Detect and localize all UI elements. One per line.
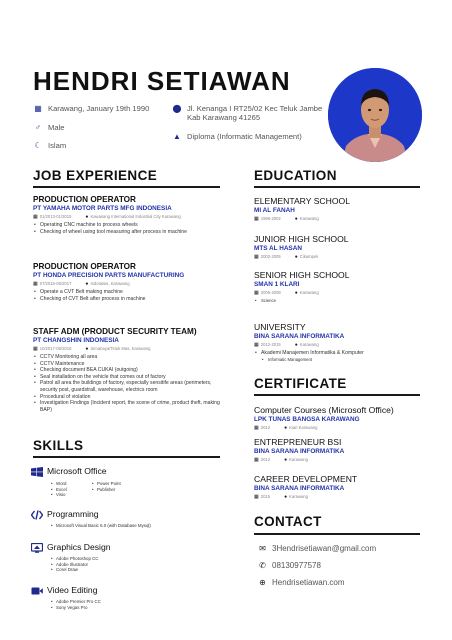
education-level: JUNIOR HIGH SCHOOL — [254, 234, 349, 244]
education-date: 1996-2002 — [260, 216, 281, 221]
calendar-icon: ▦ — [254, 216, 259, 222]
skill-label: Graphics Design — [47, 542, 111, 552]
school-name: MTS AL HASAN — [254, 245, 302, 252]
location-pin-icon: ● — [294, 216, 298, 222]
education-notes — [254, 350, 424, 357]
education-date: 2005-2008 — [260, 290, 281, 295]
certificate-title: ENTREPRENEUR BSI — [254, 437, 342, 447]
location-pin-icon: ● — [85, 214, 89, 220]
job-location: Indotaisei, Karawang — [90, 281, 130, 286]
location-pin-icon: ● — [85, 346, 89, 352]
education-location: Karawang — [299, 216, 319, 221]
video-icon — [31, 586, 43, 596]
location-pin-icon: ● — [284, 425, 288, 431]
education-level: SENIOR HIGH SCHOOL — [254, 270, 350, 280]
certificate-location: Karawang — [289, 457, 308, 462]
degree-text: Diploma (Informatic Management) — [187, 132, 302, 141]
job-title: PRODUCTION OPERATOR — [33, 195, 136, 204]
job-entry — [33, 195, 228, 235]
job-experience-heading: JOB EXPERIENCE — [33, 168, 158, 183]
education-entry — [254, 270, 424, 303]
education-date: 2002-2005 — [260, 254, 281, 259]
skill-items — [50, 523, 151, 529]
job-company: PT CHANGSHIN INDONESIA — [33, 337, 119, 344]
portrait-illustration — [328, 68, 422, 162]
location-pin-icon: ⬤ — [172, 104, 182, 113]
education-meta — [254, 216, 424, 222]
skill-label: Programming — [47, 509, 99, 519]
certificate-issuer: LPK TUNAS BANGSA KARAWANG — [254, 416, 360, 423]
contact-divider — [254, 533, 420, 535]
skill-label: Microsoft Office — [47, 466, 107, 476]
calendar-icon: ▦ — [254, 494, 259, 500]
education-heading: EDUCATION — [254, 168, 337, 183]
code-icon — [31, 510, 43, 520]
job-entry — [33, 327, 229, 413]
skill-items — [50, 481, 67, 498]
envelope-icon: ✉ — [259, 544, 266, 553]
gender-info — [33, 123, 64, 132]
job-duties — [33, 222, 228, 235]
location-pin-icon: ● — [85, 281, 89, 287]
certificate-divider — [254, 394, 420, 396]
religion-info — [33, 141, 66, 150]
school-name: MI AL FANAH — [254, 207, 295, 214]
calendar-icon: ▦ — [33, 346, 38, 352]
address-line-2: Kab Karawang 41265 — [187, 113, 261, 122]
job-meta — [33, 346, 229, 352]
degree-info — [172, 132, 302, 141]
job-title: STAFF ADM (PRODUCT SECURITY TEAM) — [33, 327, 197, 336]
job-meta — [33, 281, 228, 287]
job-duty: • Patrol all area the buildings of factory, especially sensitife areas (perimeters, security post, guardstrall, warehouse, electrics room — [33, 380, 229, 393]
resume-name: HENDRI SETIAWAN — [33, 66, 291, 96]
skill-item: • Microsoft Visual Basic 6.0 (with Database Mysql) — [50, 523, 151, 529]
calendar-icon: ▦ — [254, 290, 259, 296]
job-date: 10/2017-06/2018 — [39, 346, 72, 351]
phone-text[interactable]: 08130977578 — [272, 561, 321, 570]
skill-item: • Visio — [50, 492, 67, 498]
education-entry — [254, 234, 424, 260]
email-text[interactable]: 3Hendrisetiawan@gmail.com — [272, 544, 377, 553]
address-line-1: Jl. Kenanga I RT25/02 Kec Teluk Jambe — [187, 104, 323, 113]
job-company: PT YAMAHA MOTOR PARTS MFG INDONESIA — [33, 205, 172, 212]
job-duty: • Operating CNC machine to process wheels — [33, 222, 228, 229]
calendar-icon: ▦ — [254, 457, 259, 463]
education-entry — [254, 196, 424, 222]
job-duty: • Seal installation on the vehicle that comes out of factory — [33, 374, 229, 381]
job-meta — [33, 214, 228, 220]
skills-divider — [33, 456, 220, 458]
education-subnote: • Informatic Management — [261, 357, 424, 362]
religion-text: Islam — [48, 141, 67, 150]
job-duties — [33, 289, 228, 302]
calendar-icon: ▦ — [33, 214, 38, 220]
certificate-issuer: BINA SARANA INFORMATIKA — [254, 485, 345, 492]
certificate-title: CAREER DEVELOPMENT — [254, 474, 358, 484]
job-duties — [33, 354, 229, 413]
certificate-issuer: BINA SARANA INFORMATIKA — [254, 448, 345, 455]
calendar-icon: ▦ — [34, 104, 42, 113]
contact-phone[interactable] — [257, 561, 321, 570]
calendar-icon: ▦ — [254, 425, 259, 431]
job-duty: • Checking of wheel using tool measuring after process in machine — [33, 229, 228, 236]
education-entry — [254, 322, 424, 362]
globe-icon: ⊕ — [259, 578, 266, 587]
skill-label: Video Editing — [47, 585, 98, 595]
job-duty: • CCTV Monitoring all area — [33, 354, 229, 361]
calendar-icon: ▦ — [33, 281, 38, 287]
certificate-location: Karawang — [289, 494, 308, 499]
skill-item: • Adobe Illustrator — [50, 562, 98, 568]
certificate-entry — [254, 437, 424, 463]
contact-website[interactable] — [257, 578, 344, 587]
job-date: 07/2015-06/2017 — [39, 281, 72, 286]
location-pin-icon: ● — [284, 457, 288, 463]
certificate-meta — [254, 494, 424, 500]
education-divider — [254, 186, 420, 188]
certificate-meta — [254, 425, 434, 431]
education-meta — [254, 290, 424, 296]
education-location: Karawang — [299, 290, 319, 295]
certificate-meta — [254, 457, 424, 463]
job-entry — [33, 262, 228, 302]
job-duty: • Checking of CVT Belt after process in machine — [33, 296, 228, 303]
crescent-icon: ☾ — [34, 141, 42, 150]
education-location: Karawang — [299, 342, 319, 347]
education-level: UNIVERSITY — [254, 322, 306, 332]
design-icon — [31, 543, 43, 553]
skill-item: • Adobe Premier Pro CC — [50, 599, 101, 605]
school-name: BINA SARANA INFORMATIKA — [254, 333, 345, 340]
location-pin-icon: ● — [294, 342, 298, 348]
education-note: • Akademi Manajemen Informatika & Komputer — [254, 350, 424, 357]
skill-items — [50, 556, 98, 573]
website-text[interactable]: Hendrisetiawan.com — [272, 578, 345, 587]
profile-photo — [328, 68, 422, 162]
job-location: Sirnabaya/Teluk Mas, Karawang — [90, 346, 151, 351]
education-date: 2012-2015 — [260, 342, 281, 347]
education-subnotes — [261, 357, 424, 362]
job-date: 01/2013-01/2015 — [39, 214, 72, 219]
windows-icon — [31, 467, 43, 477]
skill-item: • Adobe Photoshop CC — [50, 556, 98, 562]
skill-item: • Sony Vegas Pro — [50, 605, 101, 611]
skill-item: • Publisher — [91, 487, 121, 493]
education-notes — [254, 298, 424, 303]
location-pin-icon: ● — [294, 290, 298, 296]
job-title: PRODUCTION OPERATOR — [33, 262, 136, 271]
certificate-entry — [254, 405, 434, 431]
education-meta — [254, 254, 424, 260]
job-duty: • Operate a CVT Belt making machine — [33, 289, 228, 296]
calendar-icon: ▦ — [254, 254, 259, 260]
skills-heading: SKILLS — [33, 438, 84, 453]
certificate-date: 2012 — [260, 425, 271, 430]
calendar-icon: ▦ — [254, 342, 259, 348]
certificate-date: 2012 — [260, 457, 271, 462]
phone-icon: ✆ — [259, 561, 266, 570]
school-name: SMAN 1 KLARI — [254, 281, 300, 288]
skill-items — [50, 599, 101, 610]
location-pin-icon: ● — [284, 494, 288, 500]
address-text — [187, 104, 322, 122]
address-info — [172, 104, 322, 122]
job-divider — [33, 186, 220, 188]
skill-item: • Excel — [50, 487, 67, 493]
job-company: PT HONDA PRECISION PARTS MANUFACTURING — [33, 272, 185, 279]
male-icon: ♂ — [35, 123, 41, 132]
graduation-cap-icon: ▲ — [173, 132, 181, 141]
skill-items — [91, 481, 121, 492]
certificate-date: 2015 — [260, 494, 271, 499]
certificate-entry — [254, 474, 424, 500]
location-pin-icon: ● — [294, 254, 298, 260]
certificate-heading: CERTIFICATE — [254, 376, 347, 391]
skill-item: • Corel Draw — [50, 567, 98, 573]
job-duty: • Investigation Findings (Incident report, the scene of crime, product theft, making BAP) — [33, 400, 229, 413]
education-note: • Science — [254, 298, 424, 303]
education-meta — [254, 342, 424, 348]
skill-item: • Power Point — [91, 481, 121, 487]
skill-item: • Word — [50, 481, 67, 487]
certificate-title: Computer Courses (Microsoft Office) — [254, 405, 394, 415]
gender-text: Male — [48, 123, 65, 132]
job-duty: • Checking document BEA CUKAI (outgoing) — [33, 367, 229, 374]
contact-heading: CONTACT — [254, 514, 322, 529]
contact-email[interactable] — [257, 544, 376, 553]
birth-text: Karawang, January 19th 1990 — [48, 104, 150, 113]
birth-info — [33, 104, 149, 113]
education-level: ELEMENTARY SCHOOL — [254, 196, 350, 206]
education-location: Cikampek — [299, 254, 319, 259]
job-duty: • CCTV Maintenance — [33, 361, 229, 368]
certificate-location: Kiari Karawang — [289, 425, 318, 430]
job-duty: • Procedural of violation — [33, 394, 229, 401]
job-location: Kawasang International Industrial City Karawang — [90, 214, 181, 219]
